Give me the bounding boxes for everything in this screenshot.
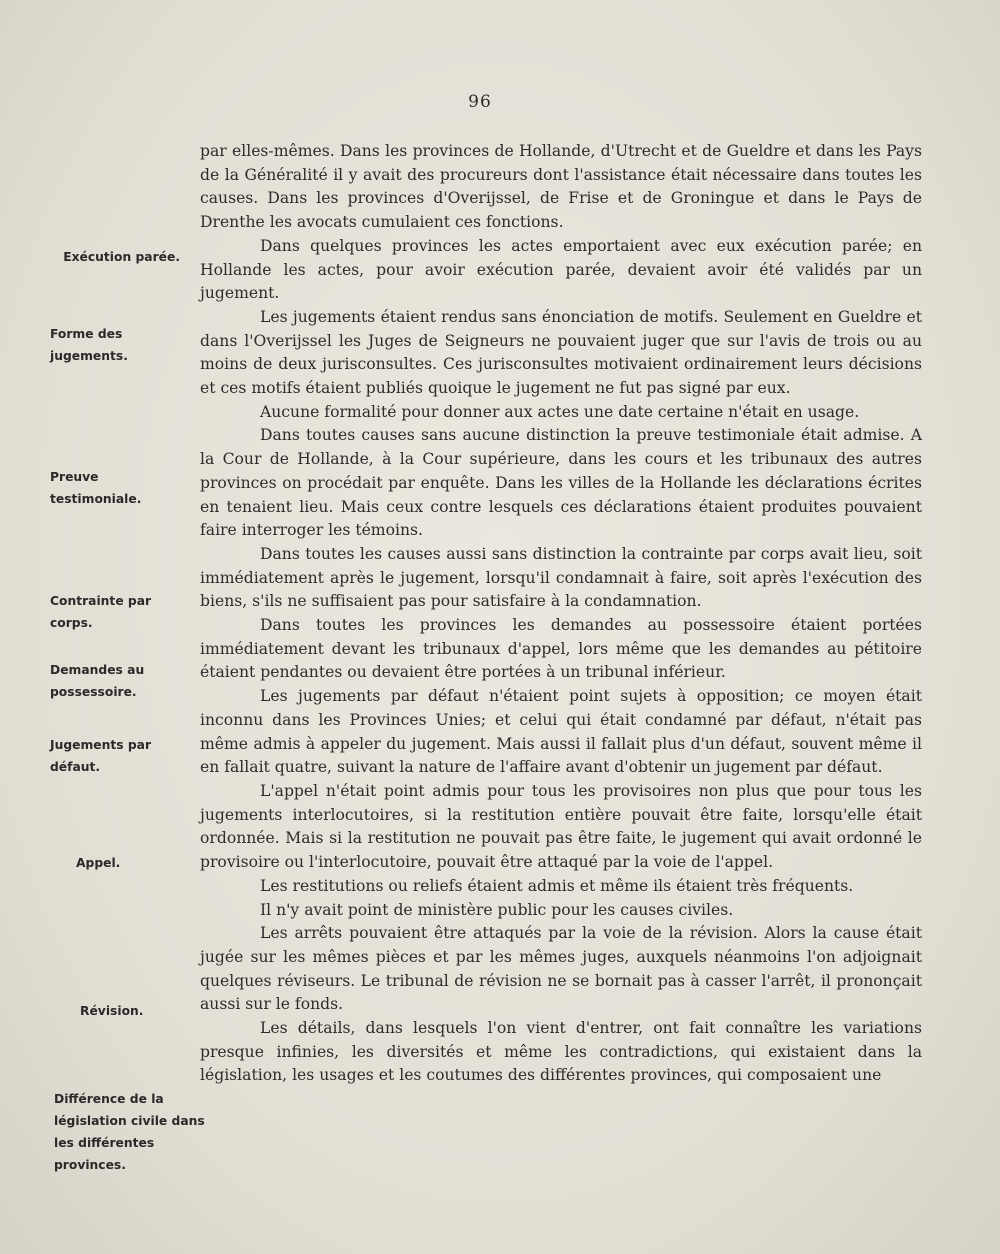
margin-note-forme-des-jugements: Forme des jugements.: [50, 327, 128, 363]
paragraph: Les arrêts pouvaient être attaqués par la voie de la révision. Alors la cause était jugée sur les mêmes pièces et par les mêmes juges, auxquels néanmoins l'on adjoignait quelques réviseurs. Le tribunal de révision ne se bornait pas à casser l'arrêt, il prononçait aussi sur le fonds.: [200, 924, 922, 1014]
margin-note-preuve-testimoniale: Preuve testimoniale.: [50, 470, 142, 506]
body-text: [200, 140, 922, 1088]
paragraph: Dans toutes les provinces les demandes au possessoire étaient portées immédiatement devant les tribunaux d'appel, lors même que les demandes au pétitoire étaient pendantes ou devaient être portées à un tribunal inférieur.: [200, 616, 922, 682]
page-number: 96: [468, 92, 492, 112]
margin-note-demandes-au-possessoire: Demandes au possessoire.: [50, 663, 145, 699]
margin-note-jugements-par-defaut: Jugements par défaut.: [50, 738, 152, 774]
margin-note-appel: Appel.: [76, 856, 121, 870]
paragraph: L'appel n'était point admis pour tous les provisoires non plus que pour tous les jugements interlocutoires, si la restitution entière pouvait être faite, lorsqu'elle était ordonnée. Mais si la restitution ne pouvait pas être faite, le jugement qui avait ordonné le provisoire ou l'interlocutoire, pouvait être attaqué par la voie de l'appel.: [200, 781, 922, 872]
paragraph: Les restitutions ou reliefs étaient admis et même ils étaient très fréquents.: [260, 876, 854, 895]
paragraph: Aucune formalité pour donner aux actes une date certaine n'était en usage.: [260, 402, 860, 421]
paragraph: Dans toutes causes sans aucune distinction la preuve testimoniale était admise. A la Cour de Hollande, à la Cour supérieure, dans les cours et les tribunaux des autres provinces on procédait par enquête. Dans les villes de la Hollande les déclarations écrites en tenaient lieu. Mais ceux contre lesquels ces déclarations étaient produites pouvaient faire interroger les témoins.: [200, 426, 922, 540]
paragraph: Il n'y avait point de ministère public pour les causes civiles.: [260, 900, 734, 919]
paragraph: Les détails, dans lesquels l'on vient d'entrer, ont fait connaître les variations presque infinies, les diversités et même les contradictions, qui existaient dans la législation, les usages et les coutumes des différentes provinces, qui composaient une: [200, 1019, 922, 1085]
margin-note-contrainte-par-corps: Contrainte par corps.: [50, 594, 152, 630]
paragraph: Les jugements par défaut n'étaient point sujets à opposition; ce moyen était inconnu dans les Provinces Unies; et celui qui était condamné par défaut, n'était pas même admis à appeler du jugement. Mais aussi il fallait plus d'un défaut, souvent même il en fallait quatre, suivant la nature de l'affaire avant d'obtenir un jugement par défaut.: [200, 687, 922, 777]
margin-note-execution-paree: Exécution parée.: [63, 250, 180, 264]
paragraph: Dans quelques provinces les actes emportaient avec eux exécution parée; en Hollande les actes, pour avoir exécution parée, devaient avoir été validés par un jugement.: [200, 236, 922, 303]
paragraph: Les jugements étaient rendus sans énonciation de motifs. Seulement en Gueldre et dans l'Overijssel les Juges de Seigneurs ne pouvaient juger que sur l'avis de trois ou au moins de deux jurisconsultes. Ces jurisconsultes motivaient ordinairement leurs décisions et ces motifs étaient publiés quoique le jugement ne fut pas signé par eux.: [200, 307, 922, 398]
margin-note-revision: Révision.: [80, 1004, 144, 1018]
margin-note-difference-legislation: Différence de la législation civile dans les différentes provinces.: [54, 1092, 205, 1172]
paragraph: par elles-mêmes. Dans les provinces de Hollande, d'Utrecht et de Gueldre et dans les Pays de la Généralité il y avait des procureurs dont l'assistance était nécessaire dans toutes les causes. Dans les provinces d'Overijssel, de Frise et de Groningue et dans le Pays de Drenthe les avocats cumulaient ces fonctions.: [200, 142, 922, 232]
paragraph: Dans toutes les causes aussi sans distinction la contrainte par corps avait lieu, soit immédiatement après le jugement, lorsqu'il condamnait à faire, soit après l'exécution des biens, s'ils ne suffisaient pas pour satisfaire à la condamnation.: [200, 544, 922, 611]
